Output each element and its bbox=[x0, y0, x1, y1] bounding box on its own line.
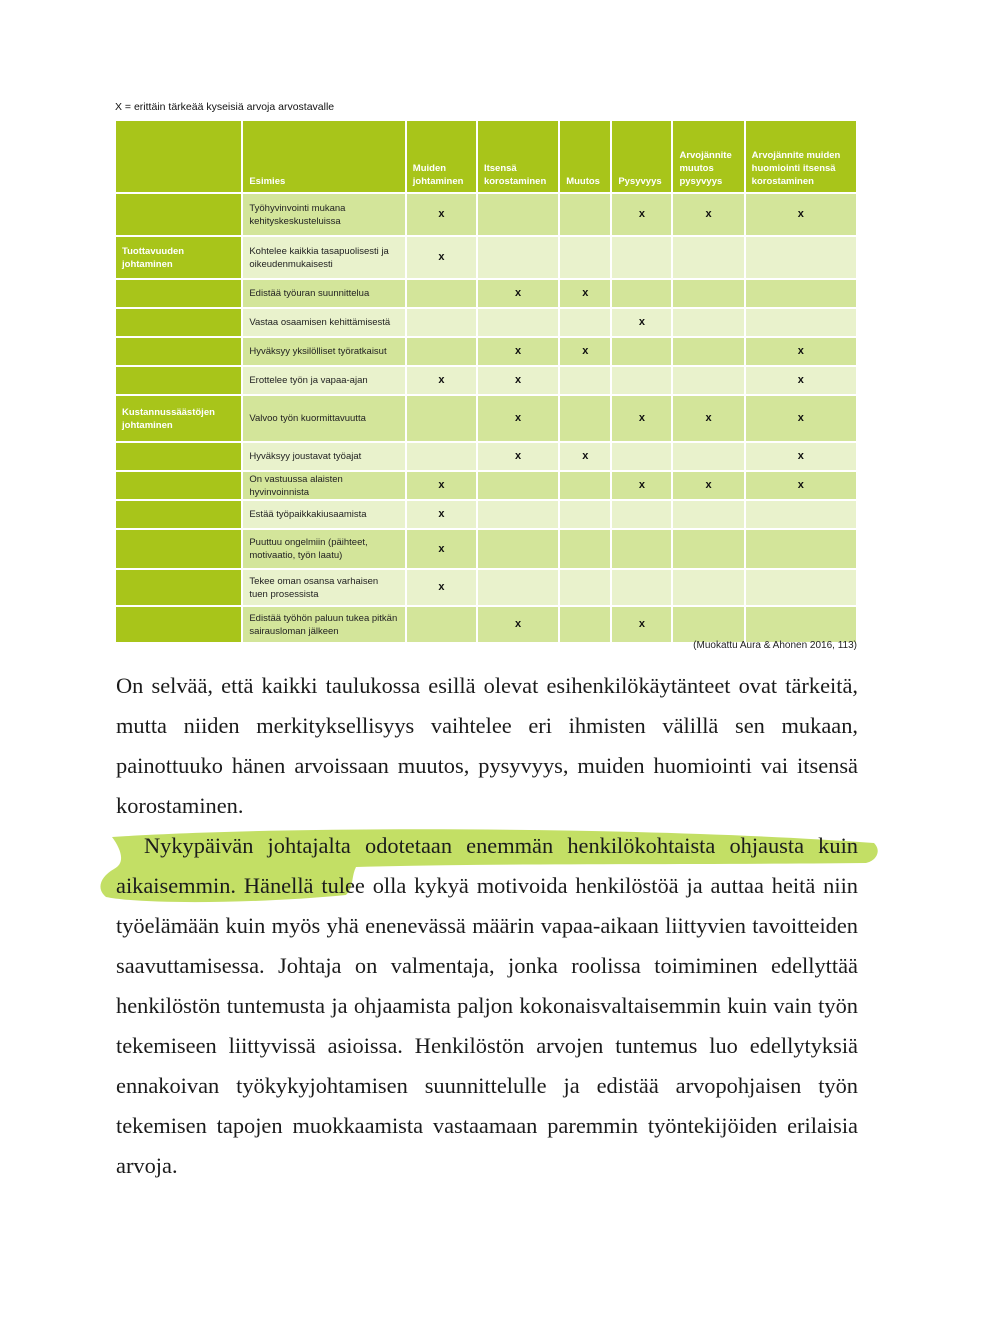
empty-cell bbox=[612, 280, 671, 307]
table-row bbox=[116, 237, 856, 278]
x-mark: x bbox=[746, 472, 856, 499]
row-label: Tekee oman osansa varhaisen tuen prosessista bbox=[243, 570, 404, 605]
empty-cell bbox=[746, 237, 856, 278]
table-row bbox=[116, 570, 856, 605]
paragraph-2-rest: Hänellä tulee olla kykyä motivoida henkilöstöä ja auttaa heitä niin työelämään kuin myös yhä enenevässä määrin vapaa-aikaan liittyvien tavoitteiden saavuttamisessa. Johtaja on valmentaja, jonka roolissa toimiminen edellyttää henkilöstön tuntemusta ja ohjaamista paljon kokonaisvaltaisemmin kuin vain työn tekemiseen liittyvissä asioissa. Henkilöstön arvojen tuntemus luo edellytyksiä ennakoivan työkykyjohtamisen suunnittelulle ja edistää arvopohjaisen työn tekemisen tapojen muokkaamista vastaamaan paremmin työntekijöiden erilaisia arvoja. bbox=[116, 873, 858, 1178]
empty-cell bbox=[673, 570, 743, 605]
group-cell bbox=[116, 607, 241, 642]
row-label: Erottelee työn ja vapaa-ajan bbox=[243, 367, 404, 394]
x-mark: x bbox=[612, 194, 671, 235]
group-cell bbox=[116, 309, 241, 336]
header-arvojannite-muutos-pysyvyys: Arvojännite muutos pysyvyys bbox=[673, 121, 743, 192]
empty-cell bbox=[407, 309, 476, 336]
table-source: (Muokattu Aura & Ahonen 2016, 113) bbox=[693, 640, 857, 651]
x-mark: x bbox=[612, 472, 671, 499]
x-mark: x bbox=[612, 607, 671, 642]
header-blank bbox=[116, 121, 241, 192]
row-label: Valvoo työn kuormittavuutta bbox=[243, 396, 404, 441]
empty-cell bbox=[560, 237, 610, 278]
x-mark: x bbox=[407, 570, 476, 605]
x-mark: x bbox=[612, 309, 671, 336]
group-cell bbox=[116, 443, 241, 470]
empty-cell bbox=[560, 570, 610, 605]
empty-cell bbox=[560, 194, 610, 235]
empty-cell bbox=[673, 367, 743, 394]
empty-cell bbox=[478, 530, 558, 568]
empty-cell bbox=[673, 237, 743, 278]
group-cell bbox=[116, 472, 241, 499]
group-cell bbox=[116, 194, 241, 235]
row-label: On vastuussa alaisten hyvinvoinnista bbox=[243, 472, 404, 499]
row-label: Estää työpaikkakiusaamista bbox=[243, 501, 404, 528]
empty-cell bbox=[478, 309, 558, 336]
group-cell bbox=[116, 338, 241, 365]
group-cell bbox=[116, 570, 241, 605]
empty-cell bbox=[746, 530, 856, 568]
empty-cell bbox=[478, 501, 558, 528]
empty-cell bbox=[560, 501, 610, 528]
group-cell bbox=[116, 280, 241, 307]
x-mark: x bbox=[478, 338, 558, 365]
x-mark: x bbox=[673, 472, 743, 499]
x-mark: x bbox=[746, 396, 856, 441]
empty-cell bbox=[407, 280, 476, 307]
table-row bbox=[116, 607, 856, 642]
empty-cell bbox=[560, 530, 610, 568]
empty-cell bbox=[560, 472, 610, 499]
table-row bbox=[116, 501, 856, 528]
empty-cell bbox=[612, 367, 671, 394]
empty-cell bbox=[478, 194, 558, 235]
table-row bbox=[116, 443, 856, 470]
empty-cell bbox=[746, 309, 856, 336]
empty-cell bbox=[478, 237, 558, 278]
group-cell bbox=[116, 501, 241, 528]
x-mark: x bbox=[478, 443, 558, 470]
table-body bbox=[116, 194, 856, 642]
table-row bbox=[116, 472, 856, 499]
x-mark: x bbox=[478, 607, 558, 642]
table-row bbox=[116, 367, 856, 394]
empty-cell bbox=[746, 280, 856, 307]
row-label: Vastaa osaamisen kehittämisestä bbox=[243, 309, 404, 336]
empty-cell bbox=[560, 607, 610, 642]
empty-cell bbox=[673, 338, 743, 365]
paragraph-2 bbox=[116, 826, 858, 1186]
x-mark: x bbox=[746, 367, 856, 394]
empty-cell bbox=[478, 472, 558, 499]
empty-cell bbox=[612, 501, 671, 528]
x-mark: x bbox=[478, 396, 558, 441]
row-label: Hyväksyy joustavat työajat bbox=[243, 443, 404, 470]
highlighted-sentence: Nykypäivän johtajalta odotetaan enemmän henkilökohtaista ohjausta kuin aikaisemmin. bbox=[116, 833, 858, 898]
empty-cell bbox=[407, 396, 476, 441]
x-mark: x bbox=[746, 443, 856, 470]
empty-cell bbox=[673, 309, 743, 336]
empty-cell bbox=[746, 607, 856, 642]
x-mark: x bbox=[407, 530, 476, 568]
table-row bbox=[116, 280, 856, 307]
empty-cell bbox=[612, 338, 671, 365]
x-mark: x bbox=[673, 194, 743, 235]
header-muutos: Muutos bbox=[560, 121, 610, 192]
x-mark: x bbox=[407, 472, 476, 499]
x-mark: x bbox=[478, 280, 558, 307]
x-mark: x bbox=[478, 367, 558, 394]
header-itsensa-korostaminen: Itsensä korostaminen bbox=[478, 121, 558, 192]
header-esimies: Esimies bbox=[243, 121, 404, 192]
x-mark: x bbox=[407, 194, 476, 235]
table-header-row bbox=[116, 121, 856, 192]
row-label: Edistää työuran suunnittelua bbox=[243, 280, 404, 307]
x-mark: x bbox=[560, 443, 610, 470]
group-cell bbox=[116, 530, 241, 568]
paragraph-1: On selvää, että kaikki taulukossa esillä olevat esihenkilökäytänteet ovat tärkeitä, mutta niiden merkityksellisyys vaihtelee eri ihmisten välillä sen mukaan, painottuuko hänen arvoissaan muutos, pysyvyys, muiden huomiointi vai itsensä korostaminen. bbox=[116, 673, 858, 818]
empty-cell bbox=[746, 501, 856, 528]
x-mark: x bbox=[746, 194, 856, 235]
empty-cell bbox=[673, 530, 743, 568]
group-label: Tuottavuuden johtaminen bbox=[116, 237, 241, 278]
header-arvojannite-muiden-huomiointi: Arvojännite muiden huomiointi itsensä korostaminen bbox=[746, 121, 856, 192]
table-row bbox=[116, 338, 856, 365]
x-mark: x bbox=[560, 280, 610, 307]
x-mark: x bbox=[560, 338, 610, 365]
empty-cell bbox=[612, 443, 671, 470]
empty-cell bbox=[612, 530, 671, 568]
empty-cell bbox=[407, 338, 476, 365]
x-mark: x bbox=[407, 237, 476, 278]
empty-cell bbox=[673, 280, 743, 307]
x-mark: x bbox=[612, 396, 671, 441]
row-label: Hyväksyy yksilölliset työratkaisut bbox=[243, 338, 404, 365]
empty-cell bbox=[673, 607, 743, 642]
x-mark: x bbox=[407, 501, 476, 528]
values-matrix-table bbox=[114, 119, 858, 644]
empty-cell bbox=[612, 237, 671, 278]
table-row bbox=[116, 396, 856, 441]
empty-cell bbox=[560, 367, 610, 394]
x-mark: x bbox=[673, 396, 743, 441]
empty-cell bbox=[746, 570, 856, 605]
x-mark: x bbox=[407, 367, 476, 394]
empty-cell bbox=[560, 309, 610, 336]
table-row bbox=[116, 194, 856, 235]
row-label: Työhyvinvointi mukana kehityskeskusteluissa bbox=[243, 194, 404, 235]
empty-cell bbox=[612, 570, 671, 605]
empty-cell bbox=[673, 501, 743, 528]
group-cell bbox=[116, 367, 241, 394]
group-label: Kustannussäästöjen johtaminen bbox=[116, 396, 241, 441]
empty-cell bbox=[478, 570, 558, 605]
header-muiden-johtaminen: Muiden johtaminen bbox=[407, 121, 476, 192]
header-pysyvyys: Pysyvyys bbox=[612, 121, 671, 192]
row-label: Puuttuu ongelmiin (päihteet, motivaatio, työn laatu) bbox=[243, 530, 404, 568]
body-text bbox=[116, 666, 858, 1186]
table-row bbox=[116, 530, 856, 568]
empty-cell bbox=[407, 607, 476, 642]
empty-cell bbox=[407, 443, 476, 470]
table-row bbox=[116, 309, 856, 336]
row-label: Kohtelee kaikkia tasapuolisesti ja oikeudenmukaisesti bbox=[243, 237, 404, 278]
x-mark: x bbox=[746, 338, 856, 365]
empty-cell bbox=[560, 396, 610, 441]
row-label: Edistää työhön paluun tukea pitkän sairausloman jälkeen bbox=[243, 607, 404, 642]
table-legend: X = erittäin tärkeää kyseisiä arvoja arvostavalle bbox=[115, 101, 335, 113]
empty-cell bbox=[673, 443, 743, 470]
